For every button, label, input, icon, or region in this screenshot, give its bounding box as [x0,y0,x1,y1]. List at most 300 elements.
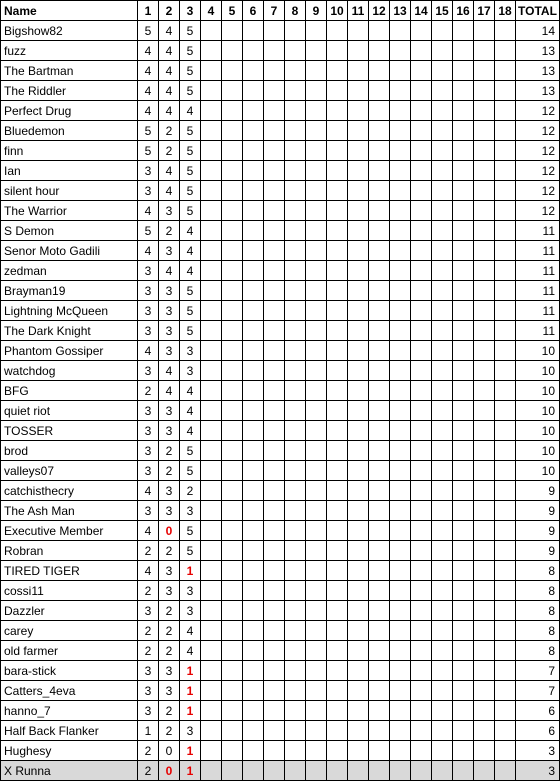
empty-score-cell [285,241,306,261]
player-name-cell: BFG [1,381,138,401]
empty-score-cell [285,741,306,761]
hole-column-header: 6 [243,1,264,21]
empty-score-cell [327,661,348,681]
empty-score-cell [474,441,495,461]
empty-score-cell [432,401,453,421]
empty-score-cell [411,281,432,301]
empty-score-cell [264,501,285,521]
empty-score-cell [495,541,516,561]
empty-score-cell [201,541,222,561]
empty-score-cell [474,341,495,361]
empty-score-cell [327,281,348,301]
empty-score-cell [453,261,474,281]
total-cell: 12 [516,121,560,141]
empty-score-cell [201,741,222,761]
score-cell: 2 [159,121,180,141]
empty-score-cell [264,481,285,501]
total-cell: 11 [516,321,560,341]
total-cell: 3 [516,741,560,761]
table-row [1,701,560,721]
score-cell: 3 [138,661,159,681]
score-cell: 3 [138,441,159,461]
player-name-cell: silent hour [1,181,138,201]
empty-score-cell [327,161,348,181]
empty-score-cell [306,221,327,241]
empty-score-cell [411,341,432,361]
empty-score-cell [411,501,432,521]
player-name-cell: Robran [1,541,138,561]
empty-score-cell [264,661,285,681]
player-name-cell: TOSSER [1,421,138,441]
score-cell: 2 [180,481,201,501]
empty-score-cell [495,421,516,441]
empty-score-cell [348,501,369,521]
empty-score-cell [453,321,474,341]
empty-score-cell [369,601,390,621]
empty-score-cell [495,761,516,781]
empty-score-cell [348,21,369,41]
empty-score-cell [495,701,516,721]
empty-score-cell [306,361,327,381]
empty-score-cell [474,241,495,261]
empty-score-cell [411,361,432,381]
empty-score-cell [348,161,369,181]
empty-score-cell [390,661,411,681]
table-row [1,281,560,301]
empty-score-cell [348,641,369,661]
empty-score-cell [369,141,390,161]
empty-score-cell [474,581,495,601]
empty-score-cell [432,121,453,141]
empty-score-cell [285,221,306,241]
empty-score-cell [306,21,327,41]
empty-score-cell [285,541,306,561]
empty-score-cell [348,621,369,641]
empty-score-cell [285,701,306,721]
empty-score-cell [495,301,516,321]
empty-score-cell [243,561,264,581]
empty-score-cell [201,281,222,301]
empty-score-cell [285,181,306,201]
score-cell: 4 [138,521,159,541]
empty-score-cell [243,381,264,401]
hole-column-header: 1 [138,1,159,21]
score-cell: 2 [138,541,159,561]
empty-score-cell [243,241,264,261]
empty-score-cell [453,461,474,481]
empty-score-cell [201,61,222,81]
score-cell: 1 [138,721,159,741]
total-cell: 10 [516,361,560,381]
empty-score-cell [390,281,411,301]
empty-score-cell [474,361,495,381]
total-cell: 7 [516,661,560,681]
empty-score-cell [264,321,285,341]
empty-score-cell [264,301,285,321]
player-name-cell: Bigshow82 [1,21,138,41]
empty-score-cell [327,381,348,401]
empty-score-cell [201,41,222,61]
empty-score-cell [222,321,243,341]
player-name-cell: Brayman19 [1,281,138,301]
empty-score-cell [348,281,369,301]
player-name-cell: hanno_7 [1,701,138,721]
empty-score-cell [411,701,432,721]
empty-score-cell [453,761,474,781]
empty-score-cell [201,161,222,181]
empty-score-cell [327,21,348,41]
empty-score-cell [432,241,453,261]
score-cell: 4 [159,181,180,201]
empty-score-cell [306,181,327,201]
empty-score-cell [264,561,285,581]
empty-score-cell [390,701,411,721]
empty-score-cell [264,281,285,301]
empty-score-cell [369,41,390,61]
empty-score-cell [306,521,327,541]
score-cell: 4 [138,201,159,221]
empty-score-cell [411,41,432,61]
empty-score-cell [285,601,306,621]
empty-score-cell [495,181,516,201]
empty-score-cell [243,201,264,221]
empty-score-cell [390,81,411,101]
empty-score-cell [453,81,474,101]
empty-score-cell [411,641,432,661]
empty-score-cell [264,41,285,61]
empty-score-cell [369,441,390,461]
empty-score-cell [243,181,264,201]
score-cell: 4 [159,381,180,401]
score-cell: 3 [138,401,159,421]
empty-score-cell [432,321,453,341]
empty-score-cell [432,41,453,61]
empty-score-cell [222,141,243,161]
empty-score-cell [453,241,474,261]
empty-score-cell [348,741,369,761]
player-name-cell: finn [1,141,138,161]
empty-score-cell [390,481,411,501]
empty-score-cell [390,321,411,341]
empty-score-cell [243,541,264,561]
empty-score-cell [285,121,306,141]
empty-score-cell [243,101,264,121]
empty-score-cell [306,741,327,761]
empty-score-cell [411,181,432,201]
score-cell: 4 [180,221,201,241]
empty-score-cell [453,61,474,81]
total-cell: 9 [516,521,560,541]
empty-score-cell [369,521,390,541]
empty-score-cell [222,601,243,621]
empty-score-cell [264,521,285,541]
player-name-cell: cossi11 [1,581,138,601]
empty-score-cell [222,721,243,741]
empty-score-cell [201,21,222,41]
empty-score-cell [495,141,516,161]
empty-score-cell [243,61,264,81]
empty-score-cell [411,421,432,441]
table-row [1,641,560,661]
empty-score-cell [306,721,327,741]
empty-score-cell [285,761,306,781]
total-cell: 11 [516,281,560,301]
score-cell: 4 [159,81,180,101]
empty-score-cell [264,81,285,101]
table-row [1,421,560,441]
empty-score-cell [390,641,411,661]
empty-score-cell [432,641,453,661]
empty-score-cell [390,721,411,741]
empty-score-cell [222,741,243,761]
empty-score-cell [243,281,264,301]
empty-score-cell [348,201,369,221]
player-name-cell: Ian [1,161,138,181]
empty-score-cell [348,361,369,381]
empty-score-cell [495,741,516,761]
empty-score-cell [390,41,411,61]
empty-score-cell [348,221,369,241]
empty-score-cell [369,361,390,381]
empty-score-cell [306,241,327,261]
empty-score-cell [201,441,222,461]
score-cell: 3 [159,241,180,261]
empty-score-cell [411,481,432,501]
empty-score-cell [327,761,348,781]
empty-score-cell [369,641,390,661]
empty-score-cell [432,621,453,641]
empty-score-cell [390,61,411,81]
score-cell: 3 [138,181,159,201]
hole-column-header: 13 [390,1,411,21]
empty-score-cell [348,561,369,581]
empty-score-cell [306,461,327,481]
empty-score-cell [264,721,285,741]
empty-score-cell [306,161,327,181]
empty-score-cell [369,481,390,501]
empty-score-cell [201,421,222,441]
score-cell: 2 [159,221,180,241]
total-cell: 13 [516,61,560,81]
table-row [1,301,560,321]
score-cell: 2 [138,641,159,661]
hole-column-header: 11 [348,1,369,21]
empty-score-cell [411,601,432,621]
empty-score-cell [264,201,285,221]
empty-score-cell [495,241,516,261]
empty-score-cell [474,21,495,41]
empty-score-cell [264,601,285,621]
empty-score-cell [243,361,264,381]
empty-score-cell [348,541,369,561]
empty-score-cell [306,641,327,661]
empty-score-cell [327,101,348,121]
empty-score-cell [285,401,306,421]
empty-score-cell [264,181,285,201]
score-cell: 1 [180,681,201,701]
empty-score-cell [390,121,411,141]
empty-score-cell [201,401,222,421]
score-cell: 4 [180,241,201,261]
empty-score-cell [432,681,453,701]
empty-score-cell [390,561,411,581]
score-cell: 2 [159,441,180,461]
score-cell: 5 [180,21,201,41]
score-cell: 3 [180,501,201,521]
empty-score-cell [432,441,453,461]
total-cell: 7 [516,681,560,701]
empty-score-cell [495,501,516,521]
empty-score-cell [201,241,222,261]
empty-score-cell [474,661,495,681]
total-cell: 13 [516,41,560,61]
empty-score-cell [264,61,285,81]
empty-score-cell [327,681,348,701]
empty-score-cell [432,661,453,681]
empty-score-cell [432,741,453,761]
empty-score-cell [453,481,474,501]
empty-score-cell [390,541,411,561]
empty-score-cell [222,621,243,641]
empty-score-cell [432,521,453,541]
player-name-cell: X Runna [1,761,138,781]
empty-score-cell [390,421,411,441]
empty-score-cell [306,501,327,521]
table-row [1,581,560,601]
empty-score-cell [243,641,264,661]
hole-column-header: 12 [369,1,390,21]
player-name-cell: quiet riot [1,401,138,421]
empty-score-cell [390,261,411,281]
player-name-cell: fuzz [1,41,138,61]
score-cell: 4 [159,361,180,381]
empty-score-cell [264,581,285,601]
table-row [1,401,560,421]
empty-score-cell [327,261,348,281]
empty-score-cell [432,501,453,521]
table-row [1,181,560,201]
empty-score-cell [243,761,264,781]
empty-score-cell [495,481,516,501]
total-cell: 8 [516,581,560,601]
score-cell: 1 [180,701,201,721]
empty-score-cell [348,521,369,541]
empty-score-cell [285,261,306,281]
score-cell: 5 [180,281,201,301]
player-name-cell: Hughesy [1,741,138,761]
empty-score-cell [222,761,243,781]
empty-score-cell [348,421,369,441]
score-cell: 3 [159,201,180,221]
empty-score-cell [369,741,390,761]
empty-score-cell [474,541,495,561]
name-column-header: Name [1,1,138,21]
score-cell: 5 [138,221,159,241]
empty-score-cell [369,181,390,201]
empty-score-cell [306,81,327,101]
empty-score-cell [453,381,474,401]
total-cell: 12 [516,141,560,161]
empty-score-cell [285,41,306,61]
score-cell: 2 [138,581,159,601]
empty-score-cell [285,581,306,601]
empty-score-cell [495,381,516,401]
total-cell: 10 [516,441,560,461]
player-name-cell: Senor Moto Gadili [1,241,138,261]
score-cell: 4 [138,101,159,121]
empty-score-cell [474,121,495,141]
empty-score-cell [495,81,516,101]
empty-score-cell [432,541,453,561]
empty-score-cell [432,481,453,501]
empty-score-cell [474,181,495,201]
score-cell: 4 [180,261,201,281]
empty-score-cell [495,641,516,661]
empty-score-cell [495,261,516,281]
empty-score-cell [348,61,369,81]
empty-score-cell [222,521,243,541]
empty-score-cell [369,101,390,121]
empty-score-cell [285,461,306,481]
score-cell: 3 [138,461,159,481]
empty-score-cell [432,281,453,301]
empty-score-cell [306,121,327,141]
empty-score-cell [285,681,306,701]
empty-score-cell [222,41,243,61]
empty-score-cell [411,741,432,761]
empty-score-cell [306,681,327,701]
total-cell: 9 [516,541,560,561]
empty-score-cell [369,341,390,361]
empty-score-cell [222,121,243,141]
total-cell: 10 [516,401,560,421]
table-row [1,41,560,61]
empty-score-cell [222,361,243,381]
table-row [1,101,560,121]
empty-score-cell [243,261,264,281]
empty-score-cell [453,221,474,241]
empty-score-cell [306,421,327,441]
score-cell: 4 [138,481,159,501]
empty-score-cell [411,441,432,461]
empty-score-cell [285,501,306,521]
empty-score-cell [285,521,306,541]
score-cell: 1 [180,741,201,761]
empty-score-cell [306,321,327,341]
score-cell: 3 [159,501,180,521]
hole-column-header: 10 [327,1,348,21]
empty-score-cell [201,721,222,741]
empty-score-cell [264,241,285,261]
empty-score-cell [369,61,390,81]
empty-score-cell [474,41,495,61]
empty-score-cell [411,721,432,741]
empty-score-cell [306,301,327,321]
empty-score-cell [222,461,243,481]
table-row [1,221,560,241]
empty-score-cell [432,341,453,361]
player-name-cell: TIRED TIGER [1,561,138,581]
table-row [1,601,560,621]
empty-score-cell [474,321,495,341]
empty-score-cell [411,81,432,101]
empty-score-cell [390,761,411,781]
empty-score-cell [264,641,285,661]
empty-score-cell [348,261,369,281]
hole-column-header: 7 [264,1,285,21]
total-column-header: TOTAL [516,1,560,21]
empty-score-cell [348,381,369,401]
